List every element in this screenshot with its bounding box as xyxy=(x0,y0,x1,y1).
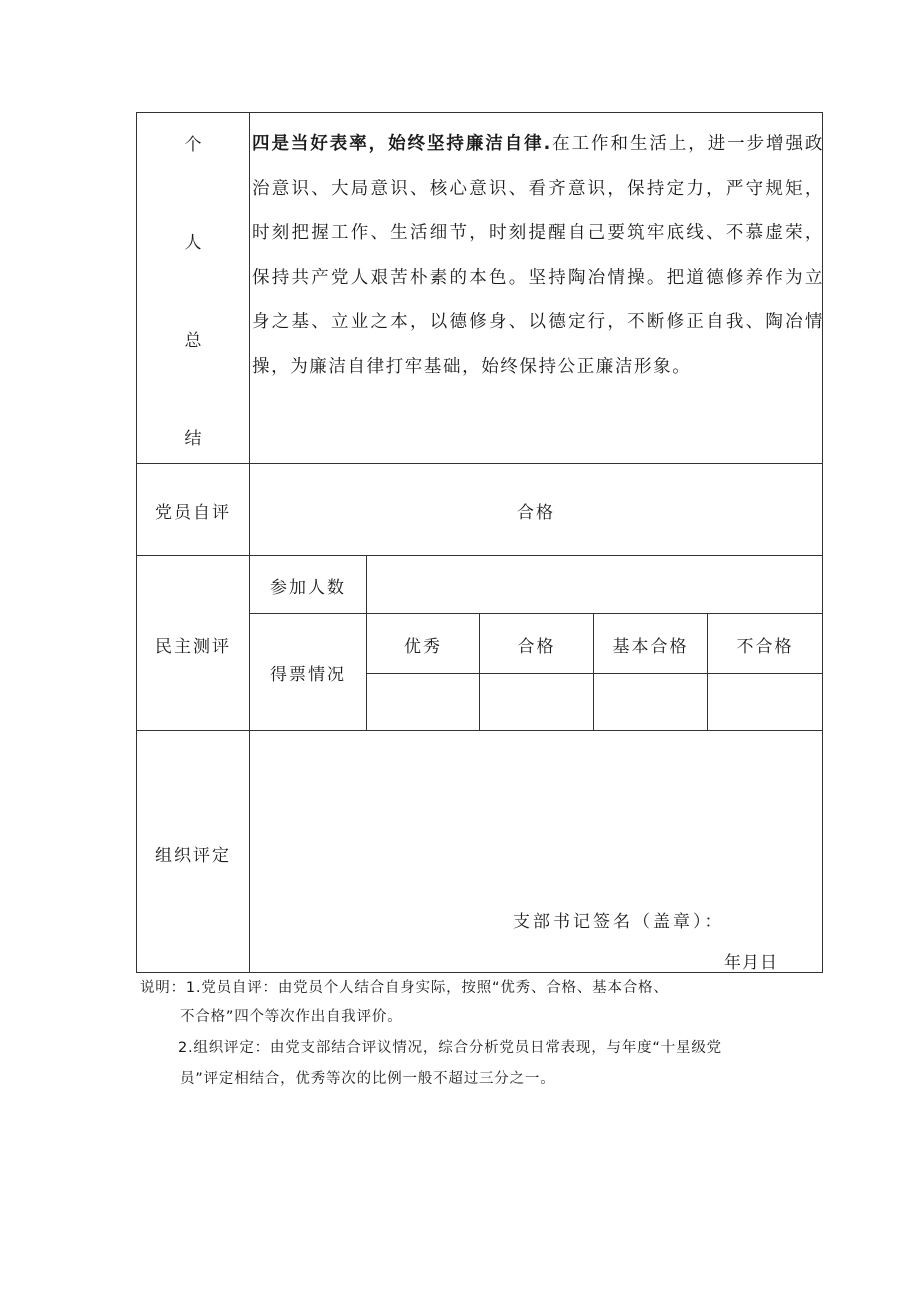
personal-summary-label-char-1: 个 xyxy=(184,135,202,155)
branch-secretary-signature-label: 支部书记签名（盖章）： xyxy=(513,912,725,932)
personal-summary-label-char-4: 结 xyxy=(184,429,202,449)
self-evaluation-label: 党员自评 xyxy=(155,503,231,523)
personal-summary-lead: 四是当好表率，始终坚持廉洁自律. xyxy=(252,134,552,154)
personal-summary-text xyxy=(252,122,824,389)
vote-column-divider-1 xyxy=(479,613,480,730)
row-divider-self-eval xyxy=(136,555,823,556)
vote-header-basically-qualified: 基本合格 xyxy=(612,637,689,657)
notes-line-1: 说明：1.党员自评：由党员个人结合自身实际，按照“优秀、合格、基本合格、 xyxy=(140,980,669,996)
vote-column-divider-2 xyxy=(593,613,594,730)
notes-line-4: 员”评定相结合，优秀等次的比例一般不超过三分之一。 xyxy=(180,1071,556,1087)
vote-column-divider-3 xyxy=(707,613,708,730)
personal-summary-body: 在工作和生活上，进一步增强政治意识、大局意识、核心意识、看齐意识，保持定力，严守规矩，时刻把握工作、生活细节，时刻提醒自己要筑牢底线、不慕虚荣，保持共产党人艰苦朴素的本色。坚持陶冶情操。把道德修养作为立身之基、立业之本，以德修身、以德定行，不断修正自我、陶冶情操，为廉洁自律打牢基础，始终保持公正廉洁形象。 xyxy=(252,134,824,377)
row-divider-summary xyxy=(136,463,823,464)
vote-header-excellent: 优秀 xyxy=(404,637,442,657)
label-column-divider xyxy=(249,112,250,973)
signature-date-label: 年月日 xyxy=(724,953,778,973)
vote-header-qualified: 合格 xyxy=(517,637,556,657)
personal-summary-label-char-3: 总 xyxy=(184,331,202,351)
row-divider-vote-header xyxy=(366,673,823,674)
table-border-top xyxy=(136,112,823,113)
row-divider-participants xyxy=(249,613,823,614)
notes-line-2: 不合格”四个等次作出自我评价。 xyxy=(180,1009,403,1025)
participants-label: 参加人数 xyxy=(270,578,346,598)
democratic-evaluation-label: 民主测评 xyxy=(155,637,231,657)
personal-summary-label-char-2: 人 xyxy=(184,233,202,253)
self-evaluation-value: 合格 xyxy=(517,503,555,523)
vote-header-unqualified: 不合格 xyxy=(736,637,794,657)
row-divider-democratic xyxy=(136,730,823,731)
votes-label: 得票情况 xyxy=(270,665,346,685)
org-evaluation-label: 组织评定 xyxy=(155,846,231,866)
table-border-bottom xyxy=(136,972,823,973)
notes-line-3: 2.组织评定：由党支部结合评议情况，综合分析党员日常表现，与年度“十星级党 xyxy=(178,1040,722,1056)
